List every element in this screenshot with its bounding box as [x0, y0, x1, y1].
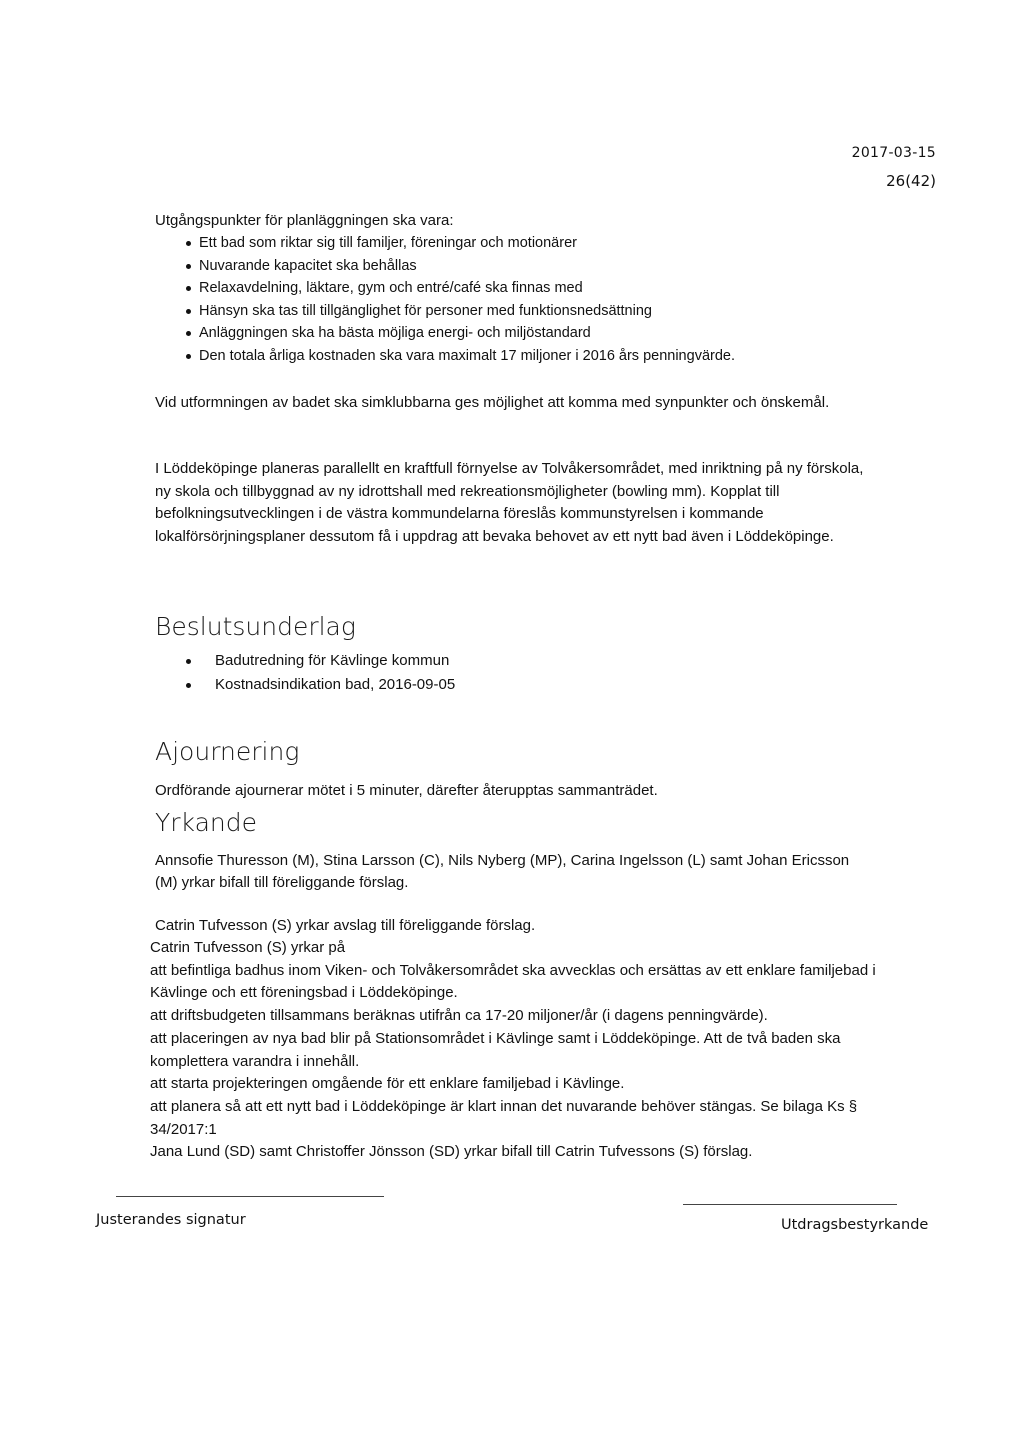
section-heading-beslutsunderlag: Beslutsunderlag	[155, 612, 356, 641]
page-number: 26(42)	[886, 172, 936, 190]
list-item: Relaxavdelning, läktare, gym och entré/café ska finnas med	[155, 277, 875, 300]
signature-label-justerande: Justerandes signatur	[96, 1212, 246, 1228]
yrkande-line: att driftsbudgeten tillsammans beräknas utifrån ca 17-20 miljoner/år (i dagens penningvärde).	[150, 1007, 768, 1025]
yrkande-att-list	[150, 937, 880, 1164]
yrkande-paragraph-2: Catrin Tufvesson (S) yrkar avslag till föreliggande förslag.	[155, 917, 536, 934]
intro-bullet-list	[155, 232, 875, 367]
yrkande-line: att befintliga badhus inom Viken- och Tolvåkersområdet ska avvecklas och ersättas av ett enklare familjebad i Kävlinge och ett föreningsbad i Löddeköpinge.	[150, 961, 876, 1002]
yrkande-line: Catrin Tufvesson (S) yrkar på	[150, 939, 346, 956]
section-heading-ajournering: Ajournering	[155, 737, 300, 766]
yrkande-line: Jana Lund (SD) samt Christoffer Jönsson (SD) yrkar bifall till Catrin Tufvessons (S) förslag.	[150, 1143, 753, 1161]
signature-label-utdrag: Utdragsbestyrkande	[781, 1217, 929, 1233]
beslutsunderlag-list	[155, 649, 755, 697]
paragraph-simklubbar: Vid utformningen av badet ska simklubbarna ges möjlighet att komma med synpunkter och önskemål.	[155, 394, 830, 411]
list-item: Den totala årliga kostnaden ska vara maximalt 17 miljoner i 2016 års penningvärde.	[155, 345, 875, 368]
yrkande-paragraph-1: Annsofie Thuresson (M), Stina Larsson (C), Nils Nyberg (MP), Carina Ingelsson (L) samt Johan Ericsson (M) yrkar bifall till föreliggande förslag.	[155, 852, 850, 891]
ajournering-text: Ordförande ajournerar mötet i 5 minuter, därefter återupptas sammanträdet.	[155, 782, 658, 799]
document-date: 2017-03-15	[851, 145, 936, 161]
list-item: Badutredning för Kävlinge kommun	[155, 649, 755, 673]
list-item: Anläggningen ska ha bästa möjliga energi- och miljöstandard	[155, 322, 875, 345]
list-item: Hänsyn ska tas till tillgänglighet för personer med funktionsnedsättning	[155, 300, 875, 323]
yrkande-line: att planera så att ett nytt bad i Löddeköpinge är klart innan det nuvarande behöver stängas. Se bilaga Ks § 34/2017:1	[150, 1097, 858, 1138]
intro-section	[155, 210, 875, 367]
signature-line-right	[683, 1204, 897, 1205]
intro-lead: Utgångspunkter för planläggningen ska vara:	[155, 212, 454, 229]
section-heading-yrkande: Yrkande	[155, 808, 258, 837]
list-item: Kostnadsindikation bad, 2016-09-05	[155, 673, 755, 697]
yrkande-line: att starta projekteringen omgående för ett enklare familjebad i Kävlinge.	[150, 1075, 625, 1093]
yrkande-line: att placeringen av nya bad blir på Stationsområdet i Kävlinge samt i Löddeköpinge. Att de två baden ska komplettera varandra i innehåll.	[150, 1029, 841, 1070]
list-item: Nuvarande kapacitet ska behållas	[155, 255, 875, 278]
signature-line-left	[116, 1196, 384, 1197]
list-item: Ett bad som riktar sig till familjer, föreningar och motionärer	[155, 232, 875, 255]
paragraph-loddekopinge: I Löddeköpinge planeras parallellt en kraftfull förnyelse av Tolvåkersområdet, med inriktning på ny förskola, ny skola och tillbyggnad av ny idrottshall med rekreationsmöjligheter (bowling mm). Kopplat till befolkningsutvecklingen i de västra kommundelarna föreslås kommunstyrelsen i kommande lokalförsörjningsplaner dessutom få i uppdrag att bevaka behovet av ett nytt bad även i Löddeköpinge.	[155, 460, 864, 545]
